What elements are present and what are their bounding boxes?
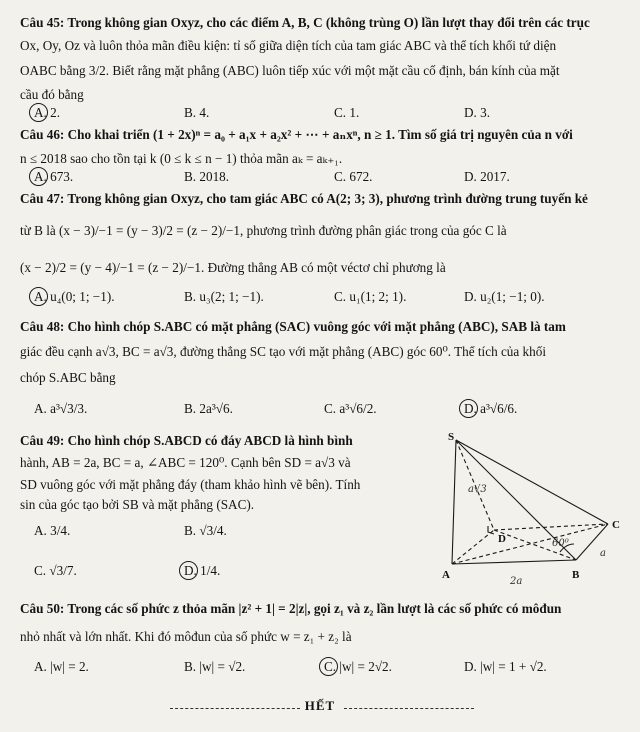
q49-option-b[interactable]: B. √3/4. [184, 523, 227, 538]
q46-option-a[interactable]: A. 673. [34, 166, 73, 188]
vertex-label-a: A [442, 569, 450, 581]
annotation-bc: a [600, 548, 606, 559]
q49-line-3: SD vuông góc với mặt phẳng đáy (tham khảo hình vẽ bên). Tính [20, 477, 361, 492]
q50-line-1: Câu 50: Trong các số phức z thỏa mãn |z² + 1| = 2|z|, gọi z₁ và z₂ lần lượt là các số phức có môđun [20, 601, 562, 616]
q45-line-1: Câu 45: Trong không gian Oxyz, cho các điểm A, B, C (không trùng O) lần lượt thay đổi trên các trục [20, 15, 590, 30]
pyramid-figure [440, 432, 640, 592]
q45-option-d[interactable]: D. 3. [464, 105, 491, 120]
q49-option-a[interactable]: A. 3/4. [34, 523, 71, 538]
q49-line-2: hành, AB = 2a, BC = a, ∠ABC = 120⁰. Cạnh bên SD = a√3 và [20, 455, 351, 470]
q50-line-2: nhỏ nhất và lớn nhất. Khi đó môđun của số phức w = z₁ + z₂ là [20, 629, 352, 644]
q45-line-4: cầu đó bằng [20, 87, 84, 102]
q46-option-d[interactable]: D. 2017. [464, 169, 510, 184]
q45-option-b[interactable]: B. 4. [184, 105, 210, 120]
q49-line-1: Câu 49: Cho hình chóp S.ABCD có đáy ABCD là hình bình [20, 433, 353, 448]
q47-options [34, 286, 626, 308]
annotation-sd: a√3 [468, 484, 487, 495]
q47-line-3: (x − 2)/2 = (y − 4)/−1 = (z − 2)/−1. Đường thẳng AB có một véctơ chỉ phương là [20, 260, 446, 275]
answer-circle-mark [459, 399, 478, 418]
answer-circle-mark [29, 167, 48, 186]
q48-line-1: Câu 48: Cho hình chóp S.ABC có mặt phẳng (SAC) vuông góc với mặt phẳng (ABC), SAB là tam [20, 319, 566, 334]
q47-line-1: Câu 47: Trong không gian Oxyz, cho tam giác ABC có A(2; 3; 3), phương trình đường trung tuyến kẻ [20, 191, 588, 206]
q45-option-c[interactable]: C. 1. [334, 105, 360, 120]
vertex-label-s: S [448, 432, 455, 443]
edge-dc [494, 524, 608, 530]
annotation-angle: 60⁰ [552, 538, 569, 549]
q48-option-a[interactable]: A. a³√3/3. [34, 401, 88, 416]
q50-option-d[interactable]: D. |w| = 1 + √2. [464, 659, 547, 674]
q48-line-3: chóp S.ABC bằng [20, 370, 116, 385]
q47-option-d[interactable]: D. u₂(1; −1; 0). [464, 289, 545, 304]
end-rule-right [344, 708, 474, 709]
q48-option-b[interactable]: B. 2a³√6. [184, 401, 233, 416]
q46-line-2: n ≤ 2018 sao cho tồn tại k (0 ≤ k ≤ n − 1) thỏa mãn aₖ = aₖ₊₁. [20, 151, 343, 166]
q50-option-c[interactable]: C. |w| = 2√2. [324, 656, 392, 678]
q45-options [34, 102, 626, 124]
q49-options-row-2 [34, 560, 430, 582]
answer-circle-mark [179, 561, 198, 580]
q48-options [34, 398, 626, 420]
q47-line-2: từ B là (x − 3)/−1 = (y − 3)/2 = (z − 2)/−1, phương trình đường phân giác trong của góc C là [20, 223, 507, 238]
q48-line-2: giác đều cạnh a√3, BC = a√3, đường thẳng SC tạo với mặt phẳng (ABC) góc 60⁰. Thể tích của khối [20, 344, 546, 359]
q46-options [34, 166, 626, 188]
q47-option-c[interactable]: C. u₁(1; 2; 1). [334, 289, 407, 304]
edge-ab [452, 560, 576, 564]
edge-sc [456, 440, 608, 524]
vertex-label-d: D [498, 533, 506, 545]
q46-line-1: Câu 46: Cho khai triển (1 + 2x)ⁿ = a₀ + a₁x + a₂x² + ⋯ + aₙxⁿ, n ≥ 1. Tìm số giá trị nguyên của n với [20, 127, 573, 142]
answer-circle-mark [319, 657, 338, 676]
q46-option-c[interactable]: C. 672. [334, 169, 373, 184]
q45-line-3: OABC bằng 3/2. Biết rằng mặt phẳng (ABC) luôn tiếp xúc với một mặt cầu cố định, bán kính của mặt [20, 63, 560, 78]
edge-sa [452, 440, 456, 564]
end-marker: HẾT [304, 698, 336, 713]
q50-option-b[interactable]: B. |w| = √2. [184, 659, 246, 674]
q49-line-4: sin của góc tạo bởi SB và mặt phẳng (SAC). [20, 497, 255, 512]
q50-option-a[interactable]: A. |w| = 2. [34, 659, 89, 674]
q45-line-2: Ox, Oy, Oz và luôn thỏa mãn điều kiện: tỉ số giữa diện tích của tam giác ABC và thể tích khối tứ diện [20, 38, 557, 53]
q46-option-b[interactable]: B. 2018. [184, 169, 230, 184]
q47-option-b[interactable]: B. u₃(2; 1; −1). [184, 289, 264, 304]
q48-option-c[interactable]: C. a³√6/2. [324, 401, 377, 416]
answer-circle-mark [29, 103, 48, 122]
q48-option-d[interactable]: D. a³√6/6. [464, 398, 517, 420]
q49-option-d[interactable]: D. 1/4. [184, 560, 220, 582]
diagonal-ac [452, 524, 608, 564]
q49-option-c[interactable]: C. √3/7. [34, 563, 77, 578]
q50-options [34, 656, 626, 678]
annotation-ab: 2a [510, 576, 523, 587]
q45-option-a[interactable]: A. 2. [34, 102, 60, 124]
vertex-label-c: C [612, 519, 620, 531]
q49-options-row-1 [34, 520, 430, 542]
q47-option-a[interactable]: A. u₄(0; 1; −1). [34, 286, 115, 308]
vertex-label-b: B [572, 569, 580, 581]
answer-circle-mark [29, 287, 48, 306]
